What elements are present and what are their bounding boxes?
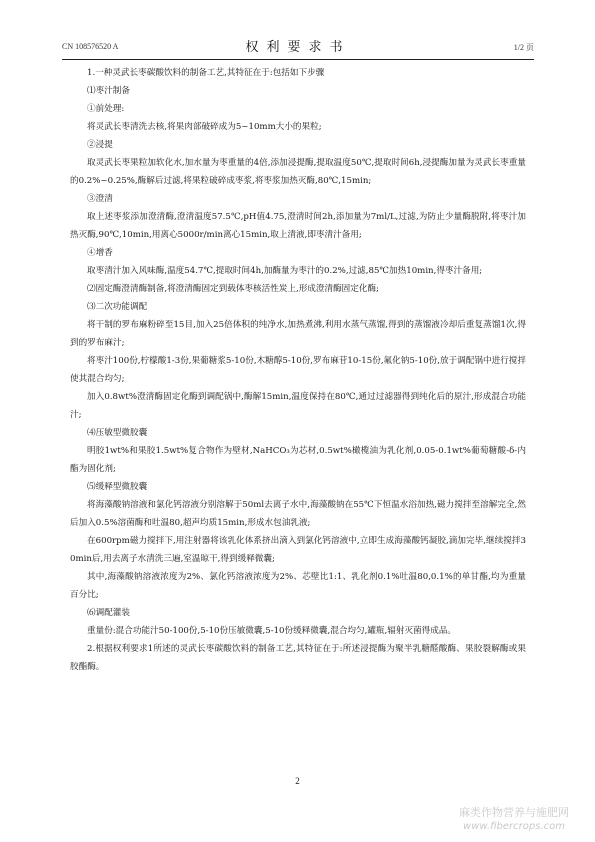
claim-paragraph: 将枣汁100份,柠檬酸1-3份,果葡糖浆5-10份,木糖醇5-10份,罗布麻苷10-15份,氟化钠5-10份,放于调配锅中进行搅拌使其混合均匀; [70,356,526,384]
page-info: 1/2 页 [513,43,534,52]
claim-paragraph: 加入0.8wt%澄清酶固定化酶到调配锅中,酶解15min,温度保持在80℃,通过过滤器得到纯化后的原汁,形成混合功能汁; [70,392,526,420]
claims-body [70,64,526,676]
document-title: 权利要求书 [245,40,351,55]
page-header [62,36,534,58]
claim-paragraph: 取灵武长枣果粒加软化水,加水量为枣重量的4倍,添加浸提酶,提取温度50℃,提取时间6h,浸提酶加量为灵武长枣重量的0.2%~0.25%,酶解后过滤,将果粒破碎成枣浆,将枣浆加热灭酶,80℃,15min; [70,158,526,186]
claim-paragraph: ⑸缓释型微胶囊 [87,482,148,492]
claim-paragraph: ①前处理: [87,104,125,114]
claim-paragraph: 将海藻酸钠溶液和氯化钙溶液分别溶解于50ml去离子水中,海藻酸钠在55℃下恒温水浴加热,磁力搅拌至溶解完全,然后加入0.5%溶菌酶和吐温80,超声均质15min,形成水包油乳液; [70,500,526,528]
claim-paragraph: 将灵武长枣清洗去核,将果肉部破碎成为5~10mm大小的果粒; [87,122,322,132]
page-number: 2 [295,776,300,786]
claim-paragraph: 明胶1wt%和果胶1.5wt%复合物作为壁材,NaHCO₃为芯材,0.5wt%橄榄油为乳化剂,0.05-0.1wt%葡萄糖酸-δ-内酯为固化剂; [70,446,526,474]
claim-paragraph: 在600rpm磁力搅拌下,用注射器将该乳化体系挤出滴入到氯化钙溶液中,立即生成海藻酸钙凝胶,滴加完毕,继续搅拌30min后,用去离子水清洗三遍,室温晾干,得到缓释微囊; [70,536,526,564]
header-rule [62,59,534,60]
claim-paragraph: ⑴枣汁制备 [87,86,130,96]
publication-number: CN 108576520 A [62,42,119,51]
claim-paragraph: ⑹调配灌装 [87,608,130,618]
claim-paragraph: 2.根据权利要求1所述的灵武长枣碳酸饮料的制备工艺,其特征在于:所述浸提酶为聚半乳糖醛酸酶、果胶裂解酶或果胶酯酶。 [70,644,526,672]
watermark-url: www.fibercrops.com [463,821,565,832]
claim-paragraph: 1.一种灵武长枣碳酸饮料的制备工艺,其特征在于:包括如下步骤 [87,68,325,78]
claim-paragraph: ②浸提 [87,140,113,150]
claim-paragraph: 取上述枣浆添加澄清酶,澄清温度57.5℃,pH值4.75,澄清时间2h,添加量为7ml/L,过滤,为防止少量酶脱附,将枣汁加热灭酶,90℃,10min,用离心5000r/min离心15min,取上清液,即枣清汁备用; [70,212,526,240]
claim-paragraph: ⑵固定酶澄清酶制备,将澄清酶固定到载体枣核活性炭上,形成澄清酶固定化酶; [87,284,379,294]
watermark [459,806,569,834]
claim-paragraph: 将干制的罗布麻粉碎至15目,加入25倍体积的纯净水,加热煮沸,利用水蒸气蒸馏,得到的蒸馏液冷却后重复蒸馏1次,得到的罗布麻汁; [70,320,526,348]
claim-paragraph: 取枣清汁加入风味酶,温度54.7℃,提取时间4h,加酶量为枣汁的0.2%,过滤,85℃加热10min,得枣汁备用; [87,266,483,276]
claim-paragraph: ④增香 [87,248,113,258]
claim-paragraph: ⑷压敏型微胶囊 [87,428,148,438]
claim-paragraph: 其中,海藻酸钠溶液浓度为2%、氯化钙溶液浓度为2%、芯壁比1:1、乳化剂0.1%吐温80,0.1%的单甘酯,均为重量百分比; [70,572,526,600]
claim-paragraph: ③澄清 [87,194,113,204]
claim-paragraph: ⑶二次功能调配 [87,302,148,312]
claim-paragraph: 重量份:混合功能汁50-100份,5-10份压敏微囊,5-10份缓释微囊,混合均匀,罐瓶,辐射灭菌得成品。 [87,626,457,636]
watermark-text: 麻类作物营养与施肥网 [459,806,569,819]
